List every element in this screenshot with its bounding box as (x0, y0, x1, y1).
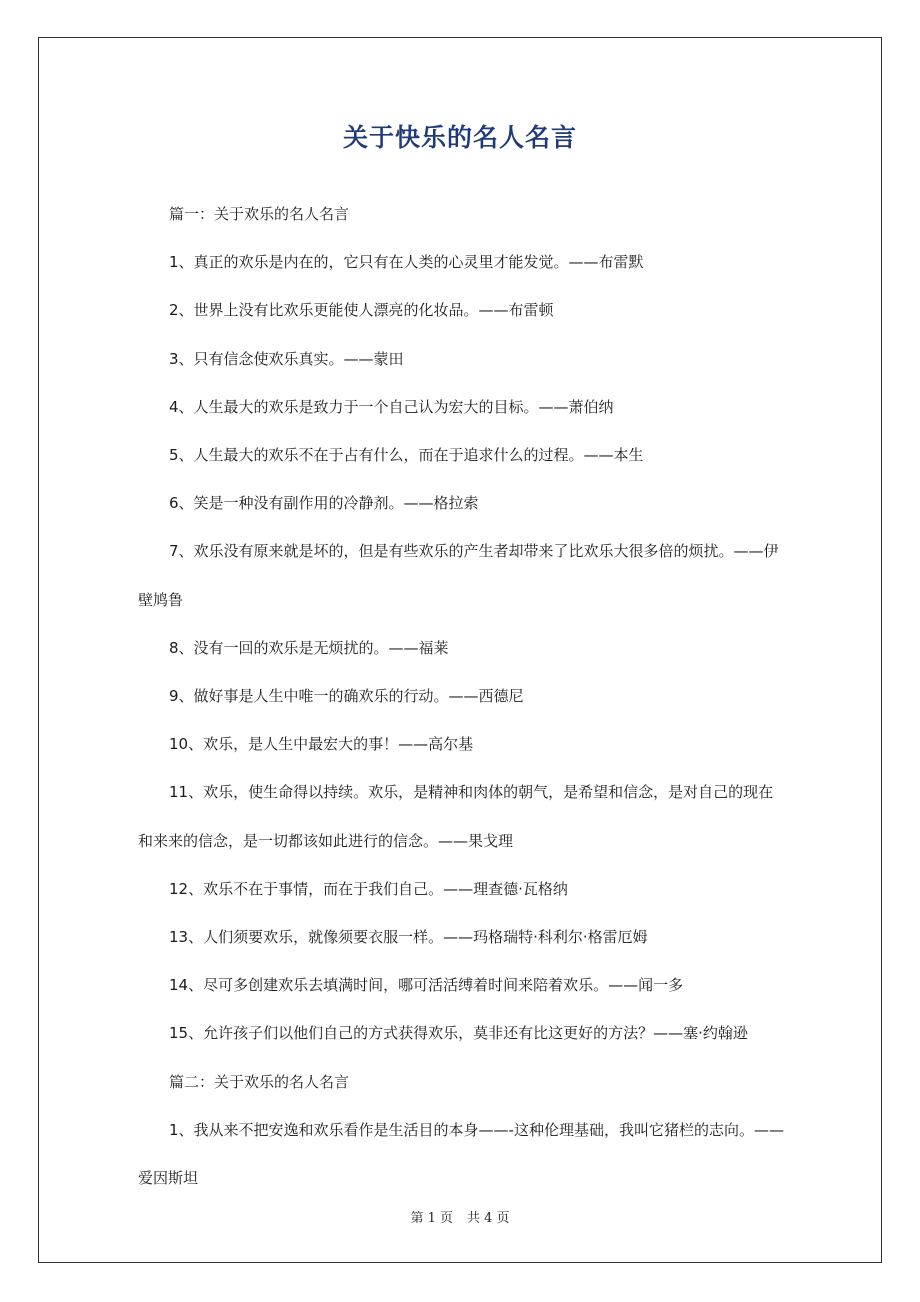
quote-paragraph: 9、做好事是人生中唯一的确欢乐的行动。——西德尼 (169, 687, 524, 706)
quote-paragraph: 11、欢乐，使生命得以持续。欢乐，是精神和肉体的朝气，是希望和信念，是对自己的现在和来来的信念，是一切都该如此进行的信念。——果戈理 (138, 783, 774, 850)
quote-paragraph: 6、笑是一种没有副作用的冷静剂。——格拉索 (169, 494, 479, 513)
section-heading-1: 篇一：关于欢乐的名人名言 (169, 205, 350, 223)
quote-paragraph: 4、人生最大的欢乐是致力于一个自己认为宏大的目标。——萧伯纳 (169, 397, 614, 416)
document-body (138, 190, 784, 1202)
quote-paragraph: 3、只有信念使欢乐真实。——蒙田 (169, 349, 404, 368)
quote-paragraph: 1、我从来不把安逸和欢乐看作是生活目的本身——-这种伦理基础，我叫它猪栏的志向。——爱因斯坦 (138, 1120, 784, 1188)
quote-paragraph: 14、尽可多创建欢乐去填满时间，哪可活活缚着时间来陪着欢乐。——闻一多 (169, 976, 684, 995)
quote-paragraph: 8、没有一回的欢乐是无烦扰的。——福莱 (169, 638, 449, 657)
page-footer (0, 1207, 920, 1226)
quote-paragraph: 10、欢乐，是人生中最宏大的事！——高尔基 (169, 735, 474, 754)
quote-paragraph: 2、世界上没有比欢乐更能使人漂亮的化妆品。——布雷顿 (169, 301, 554, 320)
quote-paragraph: 1、真正的欢乐是内在的，它只有在人类的心灵里才能发觉。——布雷默 (169, 253, 644, 272)
page-number: 第 1 页 (410, 1211, 453, 1226)
quote-paragraph: 12、欢乐不在于事情，而在于我们自己。——理查德·瓦格纳 (169, 879, 568, 898)
document-title: 关于快乐的名人名言 (342, 123, 577, 152)
section-heading-2: 篇二：关于欢乐的名人名言 (169, 1072, 350, 1091)
quote-paragraph: 5、人生最大的欢乐不在于占有什么，而在于追求什么的过程。——本生 (169, 446, 644, 465)
quote-paragraph: 15、允许孩子们以他们自己的方式获得欢乐，莫非还有比这更好的方法？——塞·约翰逊 (169, 1024, 748, 1043)
quote-paragraph: 7、欢乐没有原来就是坏的，但是有些欢乐的产生者却带来了比欢乐大很多倍的烦扰。——伊壁鸠鲁 (138, 542, 779, 609)
page-total: 共 4 页 (467, 1211, 510, 1226)
quote-paragraph: 13、人们须要欢乐，就像须要衣服一样。——玛格瑞特·科利尔·格雷厄姆 (169, 928, 648, 947)
